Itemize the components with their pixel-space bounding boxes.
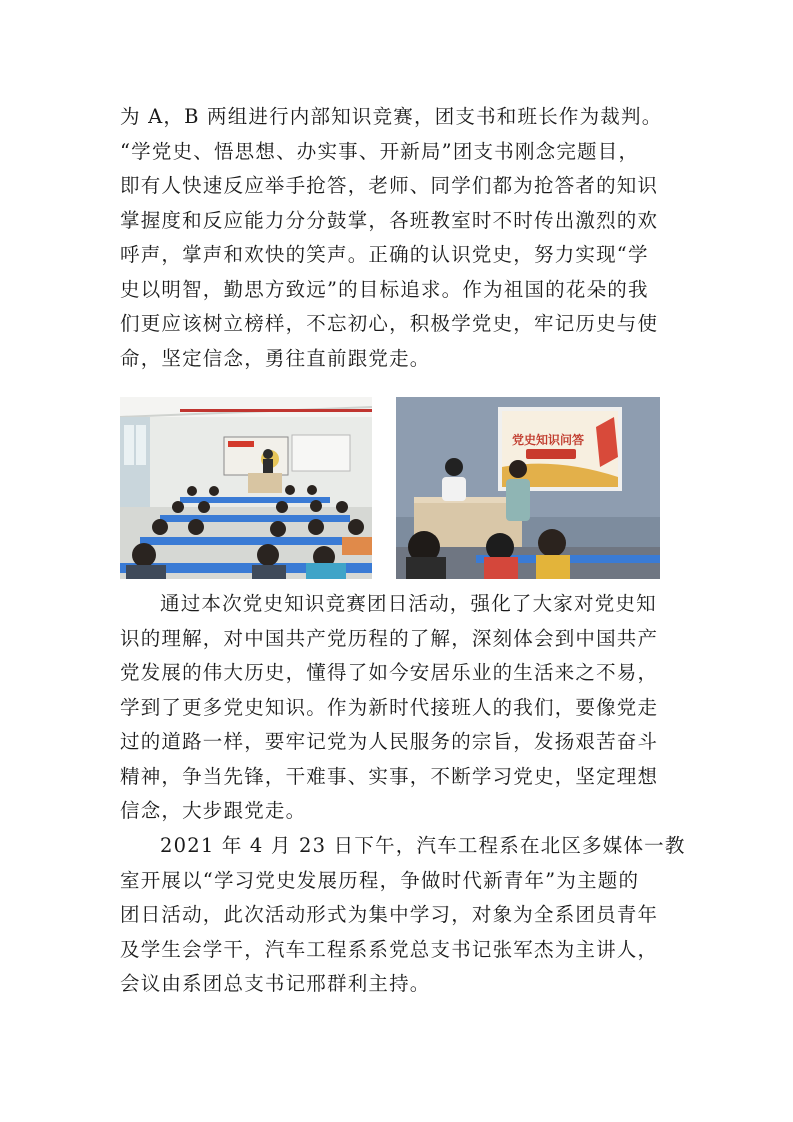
text-line: 即有人快速反应举手抢答，老师、同学们都为抢答者的知识 [120, 174, 659, 197]
paragraph-2 [120, 587, 676, 829]
text-line: 团日活动，此次活动形式为集中学习，对象为全系团员青年 [120, 903, 659, 926]
text-line: 会议由系团总支书记邢群利主持。 [120, 972, 431, 995]
text-line: 识的理解，对中国共产党历程的了解，深刻体会到中国共产 [120, 626, 659, 650]
text-line: “学党史、悟思想、办实事、开新局”团支书刚念完题目， [120, 139, 640, 163]
text-line: 们更应该树立榜样，不忘初心，积极学党史，牢记历史与使 [120, 312, 659, 335]
text-line: 及学生会学干，汽车工程系系党总支书记张军杰为主讲人， [120, 937, 659, 961]
text-line: 信念，大步跟党走。 [120, 799, 307, 822]
text-line: 室开展以“学习党史发展历程，争做时代新青年”为主题的 [120, 868, 640, 892]
text-line: 2021 年 4 月 23 日下午，汽车工程系在北区多媒体一教 [160, 834, 686, 857]
paragraph-3 [120, 829, 686, 1002]
text-line: 通过本次党史知识竞赛团日活动，强化了大家对党史知 [160, 592, 657, 615]
paragraph-1 [120, 100, 676, 376]
classroom-photo [120, 397, 372, 579]
text-line: 学到了更多党史知识。作为新时代接班人的我们，要像党走 [120, 695, 659, 719]
text-line: 呼声，掌声和欢快的笑声。正确的认识党史，努力实现“学 [120, 243, 649, 266]
text-line: 命，坚定信念，勇往直前跟党走。 [120, 346, 431, 370]
text-line: 过的道路一样，要牢记党为人民服务的宗旨，发扬艰苦奋斗 [120, 730, 659, 753]
screen-title: 党史知识问答 [512, 433, 585, 447]
text-line: 党发展的伟大历史，懂得了如今安居乐业的生活来之不易， [120, 661, 659, 684]
text-line: 精神，争当先锋，干难事、实事，不断学习党史，坚定理想 [120, 764, 659, 788]
text-line: 为 A，B 两组进行内部知识竞赛，团支书和班长作为裁判。 [120, 105, 663, 128]
text-line: 掌握度和反应能力分分鼓掌，各班教室时不时传出激烈的欢 [120, 208, 659, 232]
text-line: 史以明智，勤思方致远”的目标追求。作为祖国的花朵的我 [120, 277, 649, 301]
quiz-stage-photo [396, 397, 660, 579]
